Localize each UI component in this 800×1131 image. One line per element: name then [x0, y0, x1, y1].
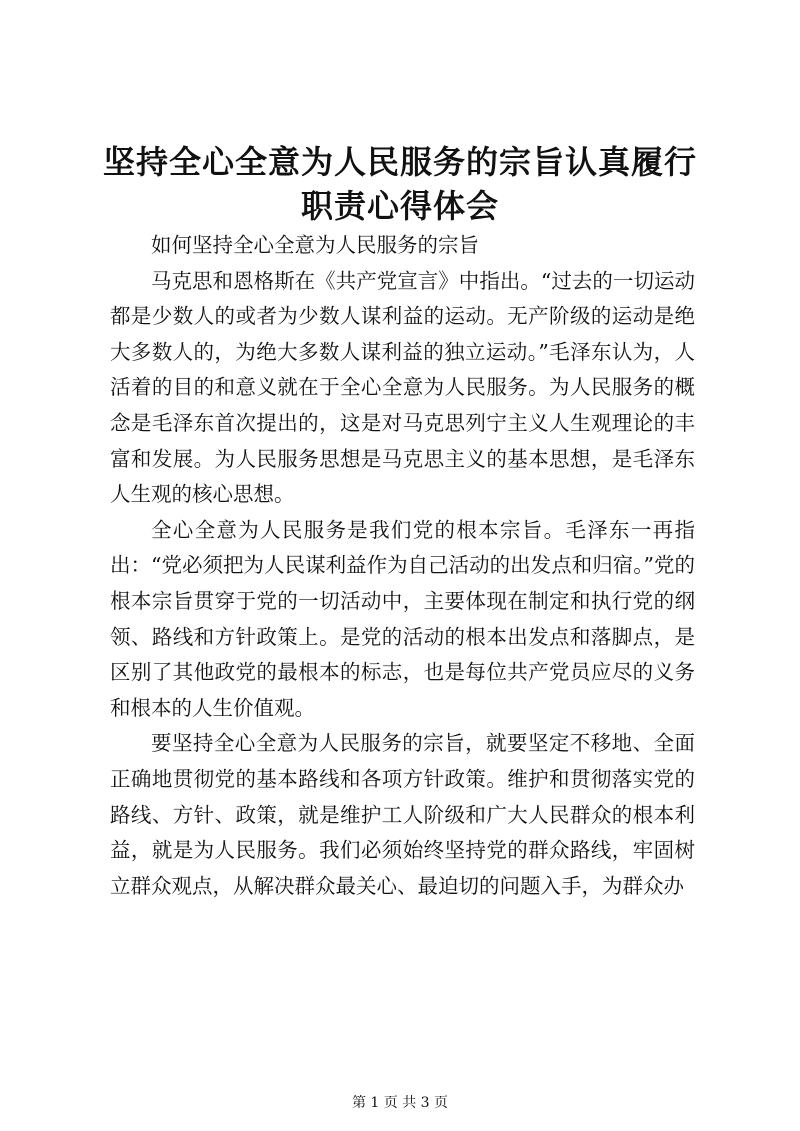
- paragraph-4: 要坚持全心全意为人民服务的宗旨，就要坚定不移地、全面正确地贯彻党的基本路线和各项方针政策。维护和贯彻落实党的路线、方针、政策，就是维护工人阶级和广大人民群众的根本利益，就是为人民服务。我们必须始终坚持党的群众路线，牢固树立群众观点，从解决群众最关心、最迫切的问题入手，为群众办: [110, 731, 695, 898]
- page-footer: 第 1 页 共 3 页: [351, 1095, 449, 1111]
- paragraph-3: 全心全意为人民服务是我们党的根本宗旨。毛泽东一再指出：“党必须把为人民谋利益作为自己活动的出发点和归宿。”党的根本宗旨贯穿于党的一切活动中，主要体现在制定和执行党的纲领、路线和方针政策上。是党的活动的根本出发点和落脚点，是区别了其他政党的最根本的标志，也是每位共产党员应尽的义务和根本的人生价值观。: [110, 517, 695, 720]
- document-body: [110, 228, 695, 904]
- document-title: 坚持全心全意为人民服务的宗旨认真履行职责心得体会: [102, 143, 697, 225]
- paragraph-1: 如何坚持全心全意为人民服务的宗旨: [151, 233, 479, 257]
- paragraph-2: 马克思和恩格斯在《共产党宣言》中指出。“过去的一切运动都是少数人的或者为少数人谋利益的运动。无产阶级的运动是绝大多数人的，为绝大多数人谋利益的独立运动。”毛泽东认为，人活着的目的和意义就在于全心全意为人民服务。为人民服务的概念是毛泽东首次提出的，这是对马克思列宁主义人生观理论的丰富和发展。为人民服务思想是马克思主义的基本思想，是毛泽东人生观的核心思想。: [110, 268, 695, 507]
